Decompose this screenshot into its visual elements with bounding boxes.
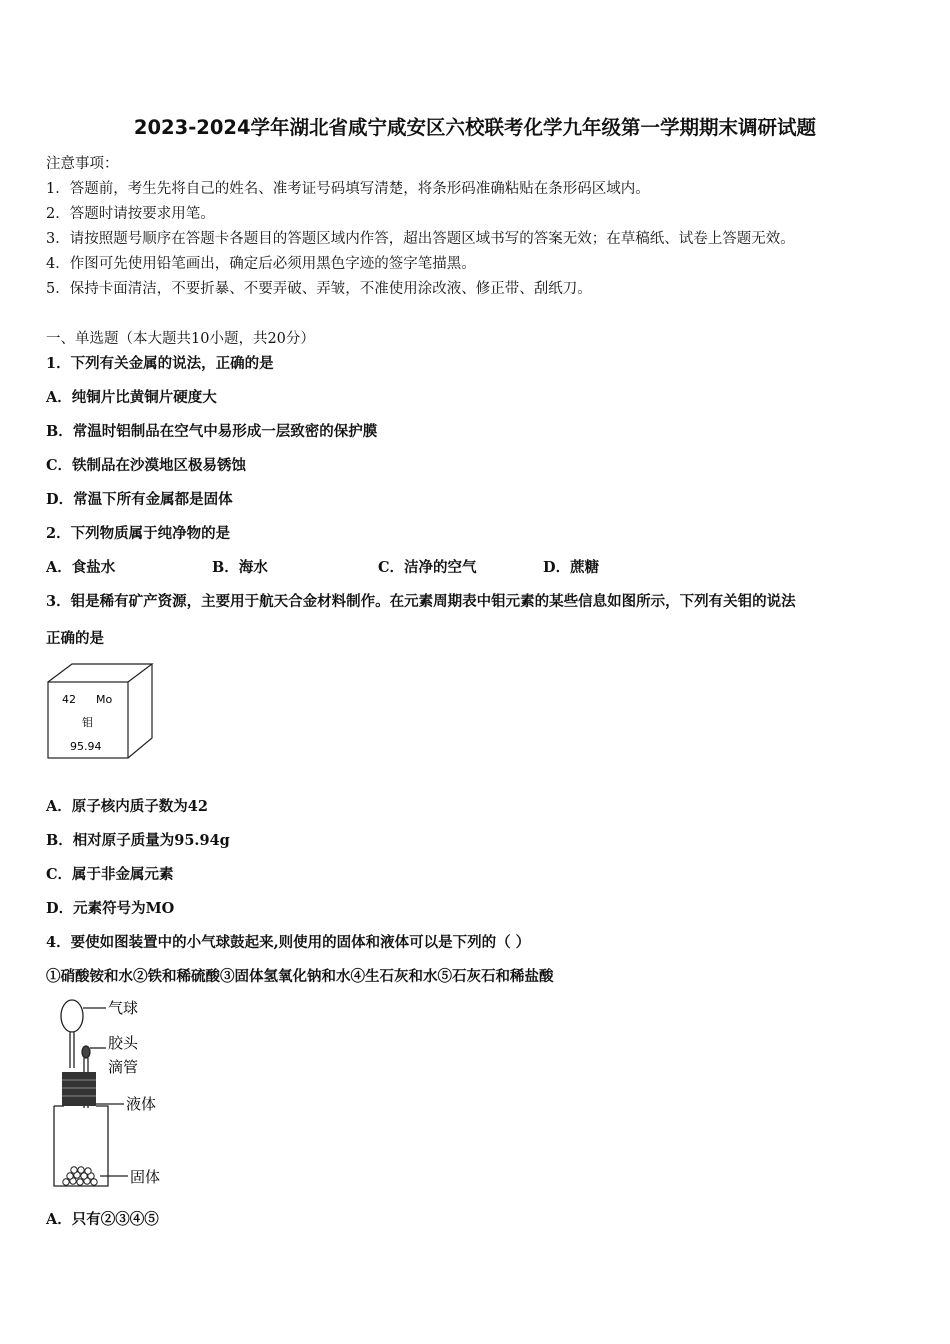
notice-heading: 注意事项：: [46, 156, 119, 172]
q3-option-b: B．相对原子质量为95.94g: [46, 832, 230, 849]
notice-item-5: 5．保持卡面清洁，不要折暴、不要弄破、弄皱，不准使用涂改液、修正带、刮纸刀。: [46, 281, 592, 297]
q3-option-d: D．元素符号为MO: [46, 900, 175, 917]
solid-particles: [63, 1167, 97, 1185]
q4-stem: 4．要使如图装置中的小气球鼓起来,则使用的固体和液体可以是下列的（ ）: [46, 934, 531, 951]
label-dropper-1: 胶头: [108, 1034, 139, 1052]
section-heading: 一、单选题（本大题共10小题，共20分）: [46, 331, 315, 347]
label-balloon: 气球: [108, 999, 139, 1017]
q1-option-c: C．铁制品在沙漠地区极易锈蚀: [46, 457, 247, 474]
notice-item-3: 3．请按照题号顺序在答题卡各题目的答题区域内作答，超出答题区域书写的答案无效；在草稿纸、试卷上答题无效。: [46, 231, 795, 247]
q2-option-b: B．海水: [212, 559, 268, 576]
q3-stem-line2: 正确的是: [46, 630, 104, 647]
q2-option-c: C．洁净的空气: [378, 559, 477, 576]
q2-option-a: A．食盐水: [46, 559, 116, 576]
label-solid: 固体: [130, 1168, 161, 1186]
apparatus-figure: [44, 996, 184, 1196]
element-mass: 95.94: [70, 740, 102, 753]
q4-choices: ①硝酸铵和水②铁和稀硫酸③固体氢氧化钠和水④生石灰和水⑤石灰石和稀盐酸: [46, 968, 554, 985]
q1-option-a: A．纯铜片比黄铜片硬度大: [46, 389, 217, 406]
label-dropper-2: 滴管: [108, 1058, 139, 1076]
element-number: 42: [62, 693, 76, 706]
page-title: 2023-2024学年湖北省咸宁咸安区六校联考化学九年级第一学期期末调研试题: [133, 116, 817, 139]
q3-option-a: A．原子核内质子数为42: [46, 798, 208, 815]
q3-option-c: C．属于非金属元素: [46, 866, 174, 883]
notice-item-1: 1．答题前，考生先将自己的姓名、准考证号码填写清楚，将条形码准确粘贴在条形码区域内。: [46, 181, 650, 197]
q4-option-a: A．只有②③④⑤: [46, 1211, 159, 1228]
q3-stem-line1: 3．钼是稀有矿产资源，主要用于航天合金材料制作。在元素周期表中钼元素的某些信息如图所示，下列有关钼的说法: [46, 593, 796, 610]
dropper-bulb: [82, 1046, 90, 1058]
notice-item-4: 4．作图可先使用铅笔画出，确定后必须用黑色字迹的签字笔描黑。: [46, 256, 476, 272]
q2-stem: 2．下列物质属于纯净物的是: [46, 525, 231, 542]
rubber-stopper: [62, 1072, 96, 1106]
q1-stem: 1．下列有关金属的说法，正确的是: [46, 355, 274, 372]
balloon-shape: [61, 1000, 83, 1032]
element-symbol: Mo: [96, 693, 113, 706]
q1-option-d: D．常温下所有金属都是固体: [46, 491, 233, 508]
q2-option-d: D．蔗糖: [543, 559, 600, 576]
element-card-figure: [44, 660, 158, 762]
notice-item-2: 2．答题时请按要求用笔。: [46, 206, 215, 222]
element-card-side: [128, 664, 152, 758]
q1-option-b: B．常温时铝制品在空气中易形成一层致密的保护膜: [46, 423, 378, 440]
label-liquid: 液体: [126, 1095, 157, 1113]
element-name: 钼: [82, 716, 93, 729]
element-card-top: [48, 664, 152, 682]
